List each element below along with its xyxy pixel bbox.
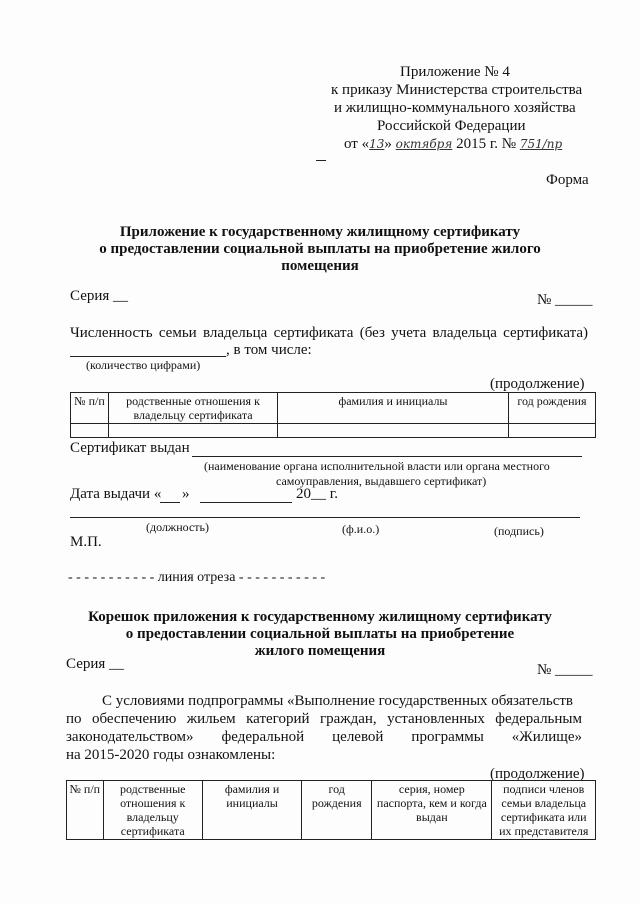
col-relation: родственные отношения к владельцу сертификата [108, 393, 277, 424]
issued-hint-1: (наименование органа исполнительной власти или органа местного [204, 459, 550, 473]
issue-date-year: 20__ г. [296, 486, 338, 502]
col-passport: серия, номер паспорта, кем и когда выдан [372, 781, 492, 840]
col-number: № п/п [67, 781, 104, 840]
table-cell[interactable] [108, 424, 277, 438]
certificate-number-field[interactable]: № _____ [537, 292, 593, 308]
date-prefix: от « [344, 136, 370, 152]
family-count-text: Численность семьи владельца сертификата (без учета владельца сертификата) [70, 325, 588, 341]
signature-hint: (подпись) [494, 524, 544, 538]
order-number: 751/пр [519, 137, 563, 151]
issue-date-mid: » [182, 486, 190, 502]
family-count-field[interactable] [70, 356, 226, 357]
date-month: октября [395, 137, 453, 151]
stub-title-line-3: жилого помещения [254, 643, 386, 659]
stray-mark [316, 160, 326, 161]
table-header-row [67, 781, 596, 840]
title-line-2: о предоставлении социальной выплаты на приобретение жилого [99, 241, 541, 257]
family-count-suffix: , в том числе: [226, 342, 312, 358]
issued-hint-2: самоуправления, выдавшего сертификат) [276, 474, 487, 488]
family-count-hint: (количество цифрами) [86, 358, 201, 372]
cut-line: - - - - - - - - - - - линия отреза - - - - - - - - - - - [68, 570, 326, 585]
stub-number-field[interactable]: № _____ [537, 662, 593, 678]
stub-title-line-1: Корешок приложения к государственному жилищному сертификату [88, 609, 552, 625]
table-cell[interactable] [278, 424, 509, 438]
name-hint: (ф.и.о.) [342, 522, 380, 536]
ministry-line: и жилищно-коммунального хозяйства [334, 100, 576, 116]
issue-date-prefix: Дата выдачи « [70, 486, 162, 502]
stamp-label: М.П. [70, 534, 102, 550]
col-birth-year: год рождения [302, 781, 372, 840]
federation-line: Российской Федерации [377, 118, 526, 134]
stub-title-line-2: о предоставлении социальной выплаты на приобретение [125, 626, 515, 642]
issue-day-field[interactable] [160, 502, 180, 503]
table-cell[interactable] [71, 424, 109, 438]
table-header-row [71, 393, 596, 424]
col-name: фамилия и инициалы [202, 781, 301, 840]
issue-month-field[interactable] [200, 502, 292, 503]
col-number: № п/п [71, 393, 109, 424]
issued-field[interactable] [192, 456, 582, 457]
date-day: 13 [369, 137, 385, 151]
conditions-line-2: по обеспечению жильем категорий граждан, установленных федеральным [66, 711, 582, 727]
appendix-number: Приложение № 4 [400, 64, 510, 80]
conditions-line-3: законодательством» федеральной целевой программы «Жилище» [66, 729, 582, 745]
order-line: к приказу Министерства строительства [331, 82, 583, 98]
family-table [70, 392, 596, 438]
stub-series-field[interactable]: Серия __ [66, 656, 125, 672]
position-hint: (должность) [146, 520, 209, 534]
table-cell[interactable] [508, 424, 595, 438]
date-mid: » [384, 136, 392, 152]
stub-table [66, 780, 596, 840]
table2-continuation: (продолжение) [490, 766, 585, 782]
col-relation: родственные отношения к владельцу сертификата [103, 781, 202, 840]
table-row[interactable] [71, 424, 596, 438]
series-field[interactable]: Серия __ [70, 288, 129, 304]
order-date [344, 136, 562, 153]
form-label: Форма [546, 172, 589, 188]
issued-label: Сертификат выдан [70, 440, 190, 456]
signature-line[interactable] [70, 517, 580, 518]
conditions-line-1: С условиями подпрограммы «Выполнение государственных обязательств [102, 693, 573, 709]
table1-continuation: (продолжение) [490, 376, 585, 392]
col-birth-year: год рождения [508, 393, 595, 424]
conditions-line-4: на 2015-2020 годы ознакомлены: [66, 747, 276, 763]
date-year: 2015 г. № [456, 136, 517, 152]
title-line-3: помещения [281, 258, 359, 274]
col-signatures: подписи членов семьи владельца сертификата или их представителя [492, 781, 596, 840]
col-name: фамилия и инициалы [278, 393, 509, 424]
title-line-1: Приложение к государственному жилищному сертификату [119, 224, 521, 240]
